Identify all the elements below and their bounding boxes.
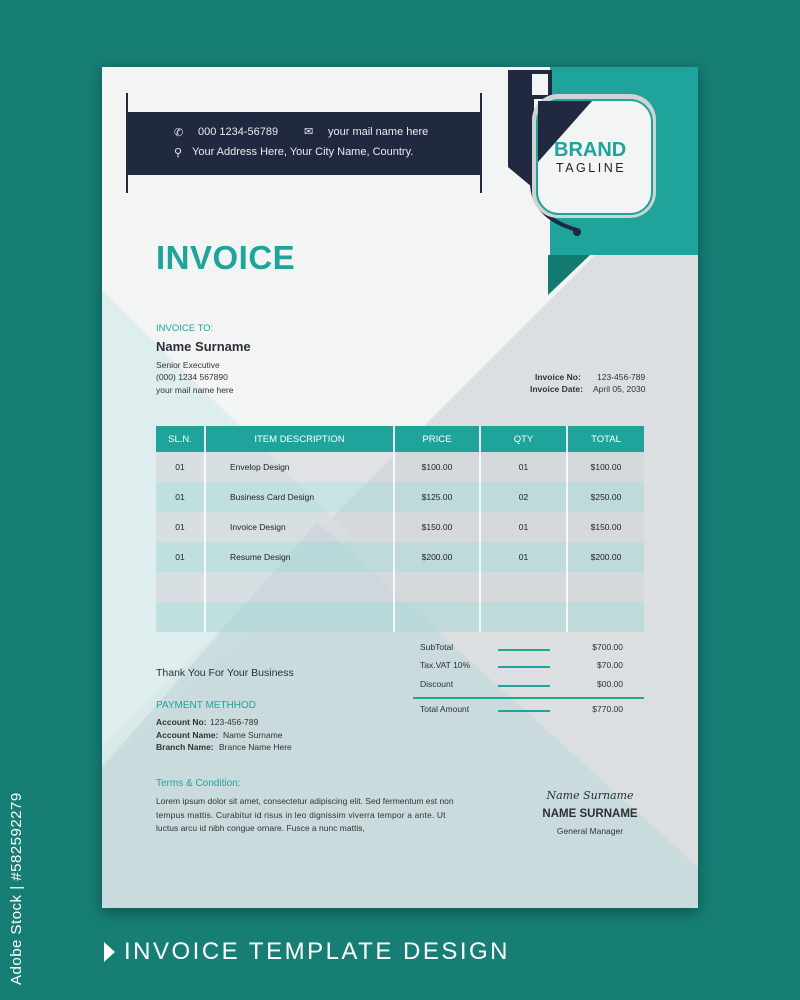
terms-line-2: tempus mattis. Curabitur id risus in leo dignissim viverra tempor a ante. Ut: [156, 810, 446, 820]
invoice-page: [102, 67, 698, 908]
total-line: [498, 710, 550, 712]
account-no-label: Account No:: [156, 717, 207, 727]
col-total: TOTAL: [567, 426, 644, 452]
tax-label: Tax.VAT 10%: [420, 660, 471, 670]
totals-divider: [413, 697, 644, 699]
total-label: Total Amount: [420, 704, 470, 714]
table-row: [156, 542, 644, 572]
cell-description: Envelop Design: [205, 452, 394, 482]
cell-qty: 02: [480, 482, 567, 512]
location-pin-icon: ⚲: [174, 147, 183, 159]
contact-email: your mail name here: [328, 126, 429, 138]
cell-sln: 01: [156, 452, 205, 482]
col-description: ITEM DESCRIPTION: [205, 426, 394, 452]
invoice-date: April 05, 2030: [593, 384, 646, 394]
signature-script: Name Surname: [546, 789, 634, 802]
contact-address: Your Address Here, Your City Name, Country.: [192, 146, 414, 158]
brand-name: BRAND: [554, 139, 627, 161]
cell-price: $200.00: [394, 542, 480, 572]
cell-qty: 01: [480, 512, 567, 542]
account-name: Name Surname: [223, 730, 283, 740]
cell-price: $150.00: [394, 512, 480, 542]
cell-price: $125.00: [394, 482, 480, 512]
table-row-empty: [156, 572, 644, 602]
client-position: Senior Executive: [156, 360, 220, 370]
col-price: PRICE: [394, 426, 480, 452]
discount-value: $00.00: [597, 679, 623, 689]
mail-icon: ✉: [304, 126, 314, 138]
table-row: [156, 482, 644, 512]
cell-total: $100.00: [567, 452, 644, 482]
thank-you-text: Thank You For Your Business: [156, 667, 294, 679]
contact-phone: 000 1234-56789: [198, 126, 279, 138]
client-name: Name Surname: [156, 339, 251, 354]
account-no: 123-456-789: [210, 717, 259, 727]
cell-sln: 01: [156, 512, 205, 542]
invoice-to-label: INVOICE TO:: [156, 323, 214, 334]
invoice-date-label: Invoice Date:: [530, 384, 583, 394]
branch-label: Branch Name:: [156, 742, 214, 752]
col-qty: QTY: [480, 426, 567, 452]
page-title: INVOICE: [156, 239, 296, 276]
phone-icon: ✆: [174, 127, 184, 139]
cell-description: Invoice Design: [205, 512, 394, 542]
cell-total: $200.00: [567, 542, 644, 572]
brand-tagline: TAGLINE: [556, 161, 627, 175]
terms-title: Terms & Condition:: [156, 778, 241, 789]
cell-total: $150.00: [567, 512, 644, 542]
invoice-no: 123-456-789: [597, 372, 646, 382]
discount-line: [498, 685, 550, 687]
cell-qty: 01: [480, 452, 567, 482]
cell-price: $100.00: [394, 452, 480, 482]
client-phone: (000) 1234 567890: [156, 372, 228, 382]
total-value: $770.00: [592, 704, 623, 714]
signatory-role: General Manager: [556, 826, 624, 836]
subtotal-line: [498, 649, 550, 651]
tax-line: [498, 666, 550, 668]
client-email: your mail name here: [156, 385, 234, 395]
table-header: [156, 426, 644, 452]
contact-bar: [126, 112, 482, 175]
cell-sln: 01: [156, 542, 205, 572]
signatory-name: NAME SURNAME: [542, 808, 638, 820]
items-table: [156, 426, 644, 632]
terms-line-1: Lorem ipsum dolor sit amet, consectetur adipiscing elit. Sed fermentum est non: [156, 796, 454, 806]
play-arrow-icon: [104, 942, 116, 962]
account-name-label: Account Name:: [156, 730, 219, 740]
stock-id: Adobe Stock | #582592279: [8, 792, 25, 985]
table-row: [156, 512, 644, 542]
terms-line-3: luctus arcu id nibh congue ornare. Fusce a nunc mattis,: [156, 823, 365, 833]
cell-sln: 01: [156, 482, 205, 512]
col-sln: SL.N.: [156, 426, 205, 452]
table-row-empty: [156, 602, 644, 632]
cell-description: Resume Design: [205, 542, 394, 572]
subtotal-value: $700.00: [592, 642, 623, 652]
invoice-no-label: Invoice No:: [535, 372, 581, 382]
branch-name: Brance Name Here: [219, 742, 292, 752]
cell-description: Business Card Design: [205, 482, 394, 512]
discount-label: Discount: [420, 679, 454, 689]
table-row: [156, 452, 644, 482]
caption: INVOICE TEMPLATE DESIGN: [124, 938, 511, 965]
subtotal-label: SubTotal: [420, 642, 454, 652]
cell-total: $250.00: [567, 482, 644, 512]
tax-value: $70.00: [597, 660, 623, 670]
cell-qty: 01: [480, 542, 567, 572]
payment-title: PAYMENT METHHOD: [156, 700, 257, 711]
